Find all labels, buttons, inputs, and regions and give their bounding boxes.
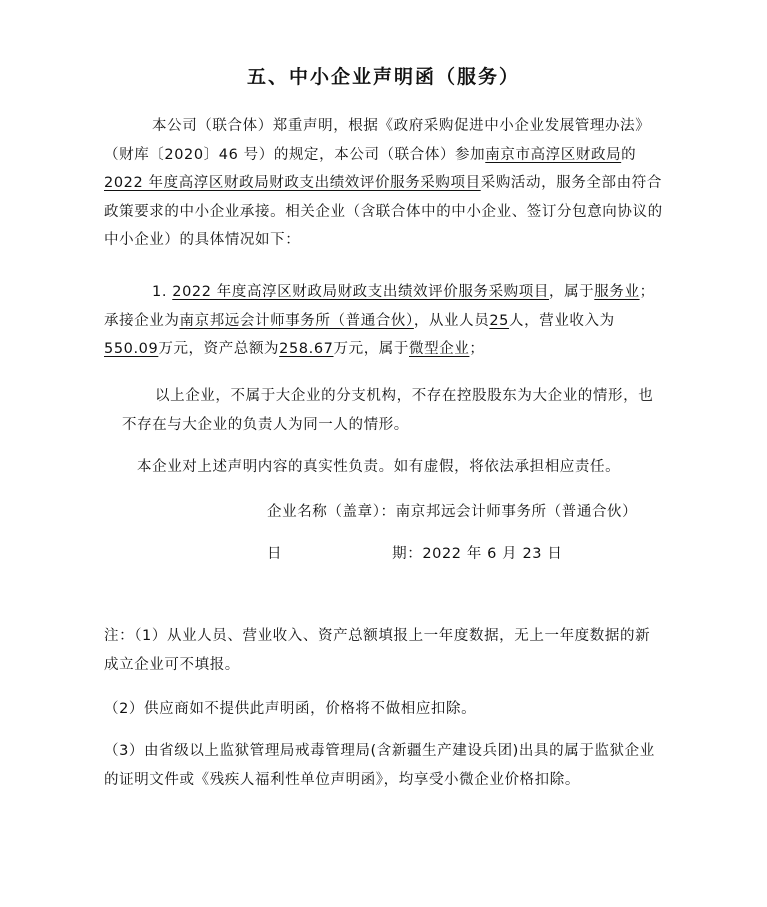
- item-1-text: 万元，资产总额为: [158, 341, 280, 357]
- company-signature-line: [267, 500, 637, 521]
- document-title: 五、中小企业声明函（服务）: [246, 66, 520, 88]
- intro-paragraph: [104, 112, 664, 255]
- industry-value: 服务业: [594, 284, 640, 300]
- revenue-value: 550.09: [104, 341, 159, 357]
- date-value: 2022 年 6 月 23 日: [422, 546, 563, 562]
- note-3: （3）由省级以上监狱管理局戒毒管理局(含新疆生产建设兵团)出具的属于监狱企业的证明文件或《残疾人福利性单位声明函》，均享受小微企业价格扣除。: [104, 743, 655, 788]
- note-1: 注：（1）从业人员、营业收入、资产总额填报上一年度数据，无上一年度数据的新成立企业可不填报。: [104, 628, 651, 673]
- intro-text-a: 本公司（联合体）郑重声明，根据《政府采购促进中小企业发展管理办法》（财库〔2020〕46 号）的规定，本公司（联合体）参加: [104, 118, 651, 163]
- item-1-text: ，从业人员: [413, 312, 490, 329]
- buyer-name: 南京市高淳区财政局: [485, 146, 622, 163]
- assets-value: 258.67: [279, 341, 334, 357]
- item-1-paragraph: [104, 278, 664, 364]
- intro-text-b: 的: [621, 146, 637, 163]
- statement-branch: 以上企业，不属于大企业的分支机构，不存在控股股东为大企业的情形，也不存在与大企业的负责人为同一人的情形。: [122, 388, 654, 433]
- statement-truth: 本企业对上述声明内容的真实性负责。如有虚假，将依法承担相应责任。: [137, 459, 621, 475]
- item-1-text: ，属于: [548, 284, 595, 300]
- item-1-number: 1.: [152, 284, 168, 300]
- date-line: [267, 542, 562, 563]
- item-1-text: ；承接企业为: [104, 284, 655, 329]
- project-name: 2022 年度高淳区财政局财政支出绩效评价服务采购项目: [104, 175, 481, 191]
- item-1-text: 人，营业收入为: [509, 312, 615, 329]
- note-2: （2）供应商如不提供此声明函，价格将不做相应扣除。: [104, 701, 477, 717]
- scale-value: 微型企业: [409, 341, 470, 357]
- item-1-project: 2022 年度高淳区财政局财政支出绩效评价服务采购项目: [172, 284, 549, 300]
- company-name-label: 企业名称（盖章）：: [267, 504, 396, 520]
- item-1-text: ；: [469, 341, 485, 357]
- company-name: 南京邦远会计师事务所（普通合伙）: [179, 312, 414, 329]
- intro-text-c: 采购活动，服务全部由符合政策要求的中小企业承接。相关企业（含联合体中的中小企业、签订分包意向协议的中小企业）的具体情况如下：: [104, 175, 663, 248]
- date-label-day: 日: [267, 546, 283, 562]
- date-label-rest: 期：: [392, 546, 423, 562]
- staff-count: 25: [489, 312, 510, 329]
- company-name-value: 南京邦远会计师事务所（普通合伙）: [395, 504, 638, 520]
- item-1-text: 万元，属于: [333, 341, 409, 357]
